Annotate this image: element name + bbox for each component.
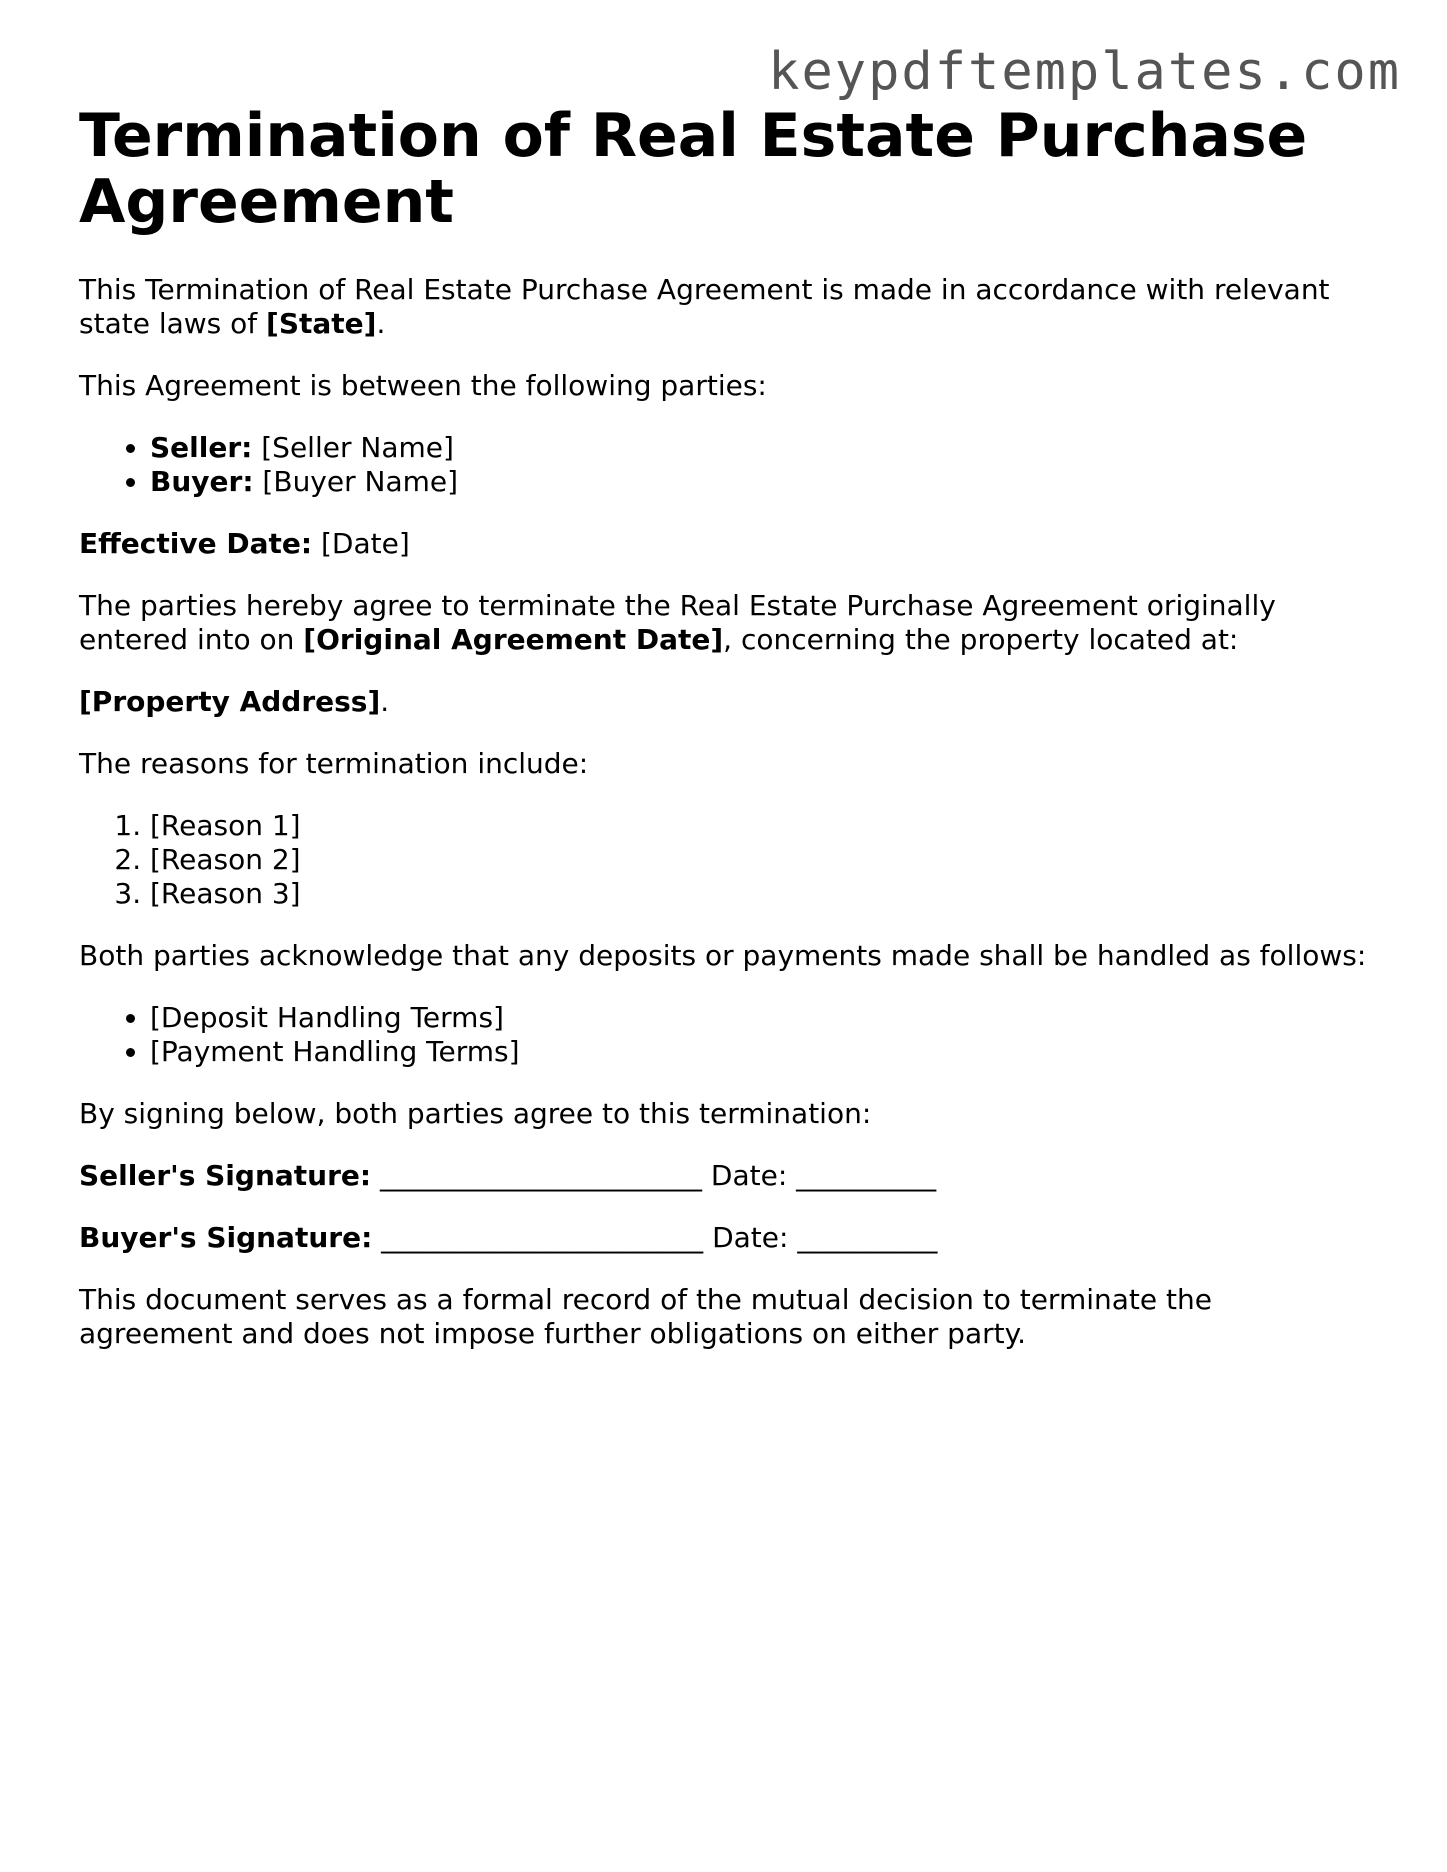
property-end: .: [380, 685, 390, 718]
deposit-term-item: • [Deposit Handling Terms]: [150, 1001, 1369, 1035]
terminate-text: The parties hereby agree to terminate the Real Estate Purchase Agreement originally entered into on: [79, 589, 1276, 656]
intro-text: This Termination of Real Estate Purchase Agreement is made in accordance with relevant state laws of: [79, 273, 1330, 340]
deposit-terms-list: [79, 1001, 1369, 1069]
terminate-text-end: , concerning the property located at:: [723, 623, 1239, 656]
signing-intro: By signing below, both parties agree to this termination:: [79, 1097, 872, 1130]
signature-label: Buyer's Signature:: [79, 1221, 373, 1254]
document-page: [79, 103, 1369, 1379]
signature-blank: _______________________: [372, 1221, 713, 1254]
terminate-paragraph: [79, 589, 1369, 657]
deposit-term-item: • [Payment Handling Terms]: [150, 1035, 1369, 1069]
reasons-intro: The reasons for termination include:: [79, 747, 589, 780]
reason-item: 2. [Reason 2]: [150, 843, 1369, 877]
property-address-placeholder: [Property Address]: [79, 685, 381, 718]
effective-date-value: [Date]: [312, 527, 410, 560]
party-buyer: [150, 465, 1369, 499]
original-date-placeholder: [Original Agreement Date]: [303, 623, 724, 656]
signature-date: Date: __________: [712, 1221, 938, 1254]
deposits-intro: Both parties acknowledge that any deposits or payments made shall be handled as follows:: [79, 939, 1367, 972]
signature-date: Date: __________: [710, 1159, 937, 1192]
state-placeholder: [State]: [266, 307, 377, 340]
party-seller: [150, 431, 1369, 465]
party-label: Seller:: [150, 431, 253, 464]
intro-end: .: [376, 307, 386, 340]
effective-date-label: Effective Date:: [79, 527, 313, 560]
reasons-list: [79, 809, 1369, 911]
intro-paragraph: [79, 273, 1369, 341]
effective-date: [79, 527, 1369, 561]
document-title: Termination of Real Estate Purchase Agreement: [79, 101, 1308, 237]
parties-intro: This Agreement is between the following parties:: [79, 369, 767, 402]
signature-label: Seller's Signature:: [79, 1159, 372, 1192]
reason-item: 3. [Reason 3]: [150, 877, 1369, 911]
watermark: keypdftemplates.com: [768, 42, 1401, 102]
buyer-signature-line: [79, 1221, 1369, 1255]
signature-blank: _______________________: [371, 1159, 711, 1192]
reason-item: 1. [Reason 1]: [150, 809, 1369, 843]
seller-signature-line: [79, 1159, 1369, 1193]
party-value: [Buyer Name]: [253, 465, 459, 498]
parties-list: [79, 431, 1369, 499]
closing-paragraph: This document serves as a formal record of the mutual decision to terminate the agreement and does not impose further obligations on either party.: [79, 1283, 1212, 1350]
party-label: Buyer:: [150, 465, 254, 498]
property-address: [79, 685, 1369, 719]
party-value: [Seller Name]: [252, 431, 454, 464]
